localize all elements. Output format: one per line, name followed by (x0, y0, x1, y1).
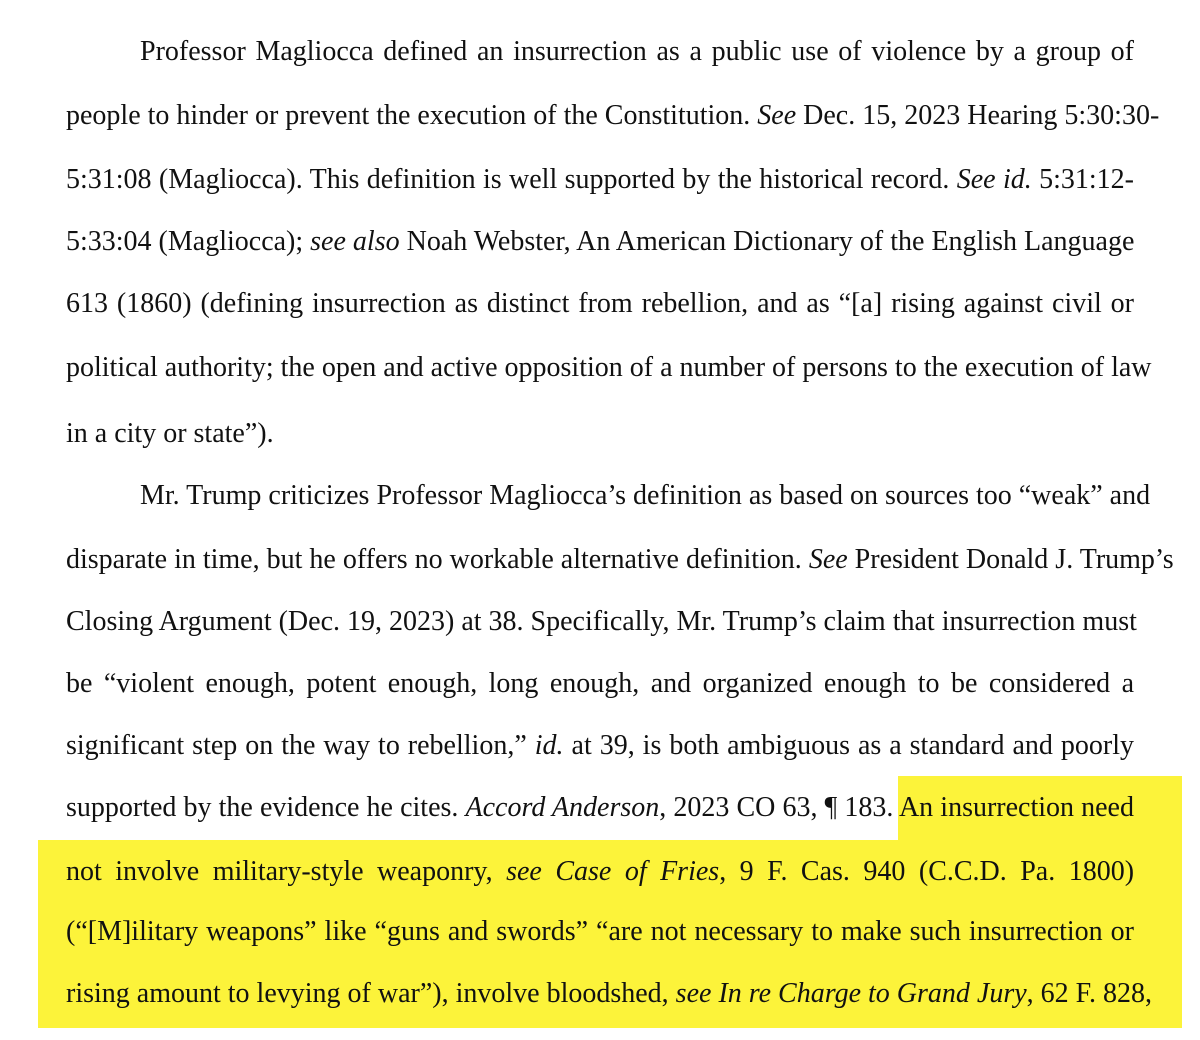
text-run: Closing Argument (Dec. 19, 2023) at 38. Specifically, Mr. Trump’s claim that insurrection must (66, 606, 1137, 637)
text-run: President Donald J. Trump’s (854, 544, 1174, 575)
signal-see-id: See id. (956, 164, 1032, 195)
text-run: not involve military-style weaponry, (66, 856, 493, 887)
text-run: 5:31:08 (Magliocca). This definition is well supported by the historical record. (66, 164, 950, 195)
text-run: be “violent enough, potent enough, long enough, and organized enough to be considered a (66, 668, 1134, 699)
paragraph-1-line-4 (66, 224, 1134, 260)
paragraph-2-line-3 (66, 604, 1137, 640)
paragraph-2-line-7 (66, 854, 1134, 890)
paragraph-1-line-2 (66, 98, 1160, 134)
text-run: supported by the evidence he cites. (66, 792, 459, 823)
signal-accord-anderson: Accord Anderson (465, 792, 660, 823)
text-run: political authority; the open and active opposition of a number of persons to the execution of law (66, 352, 1152, 383)
signal-id: id. (534, 730, 564, 761)
text-run: disparate in time, but he offers no workable alternative definition. (66, 544, 802, 575)
paragraph-2-line-2 (66, 542, 1174, 578)
paragraph-1-line-3 (66, 162, 1134, 198)
signal-see-also: see also (310, 226, 400, 257)
text-run: people to hinder or prevent the execution of the Constitution. (66, 100, 751, 131)
signal-see: See (757, 100, 797, 131)
signal-see: see (675, 978, 712, 1009)
text-run: Dec. 15, 2023 Hearing 5:30:30- (803, 100, 1160, 131)
paragraph-2-line-4 (66, 666, 1134, 702)
paragraph-2-line-8 (66, 914, 1134, 950)
text-run: , 62 F. 828, (1026, 978, 1152, 1009)
text-run: at 39, is both ambiguous as a standard and poorly (571, 730, 1135, 761)
text-run: 613 (1860) (defining insurrection as distinct from rebellion, and as “[a] rising against civil or (66, 288, 1134, 319)
paragraph-2-line-6 (66, 790, 1134, 826)
text-run: Professor Magliocca defined an insurrection as a public use of violence by a group of (140, 36, 1134, 67)
text-run: in a city or state”). (66, 418, 274, 449)
text-run: significant step on the way to rebellion,” (66, 730, 527, 761)
paragraph-2-line-1 (140, 478, 1151, 514)
text-run: , 9 F. Cas. 940 (C.C.D. Pa. 1800) (719, 856, 1135, 887)
paragraph-2-line-9 (66, 976, 1152, 1012)
paragraph-2-line-5 (66, 728, 1134, 764)
case-name-case-of-fries: Case of Fries (555, 856, 720, 887)
signal-see: see (506, 856, 542, 887)
text-run: Mr. Trump criticizes Professor Magliocca’s definition as based on sources too “weak” and (140, 480, 1151, 511)
text-run: (“[M]ilitary weapons” like “guns and swords” “are not necessary to make such insurrection or (66, 916, 1134, 947)
case-name-in-re-charge-to-grand-jury: In re Charge to Grand Jury (718, 978, 1027, 1009)
signal-see: See (808, 544, 848, 575)
paragraph-1-line-7 (66, 416, 1134, 452)
text-run: 5:31:12- (1039, 164, 1135, 195)
paragraph-1-line-6 (66, 350, 1152, 386)
text-run: Noah Webster, An American Dictionary of the English Language (406, 226, 1135, 257)
text-run: rising amount to levying of war”), involve bloodshed, (66, 978, 669, 1009)
paragraph-1-line-5 (66, 286, 1134, 322)
paragraph-1-line-1 (140, 34, 1134, 70)
text-run: 5:33:04 (Magliocca); (66, 226, 304, 257)
text-run: , 2023 CO 63, ¶ 183. An insurrection need (659, 792, 1134, 823)
